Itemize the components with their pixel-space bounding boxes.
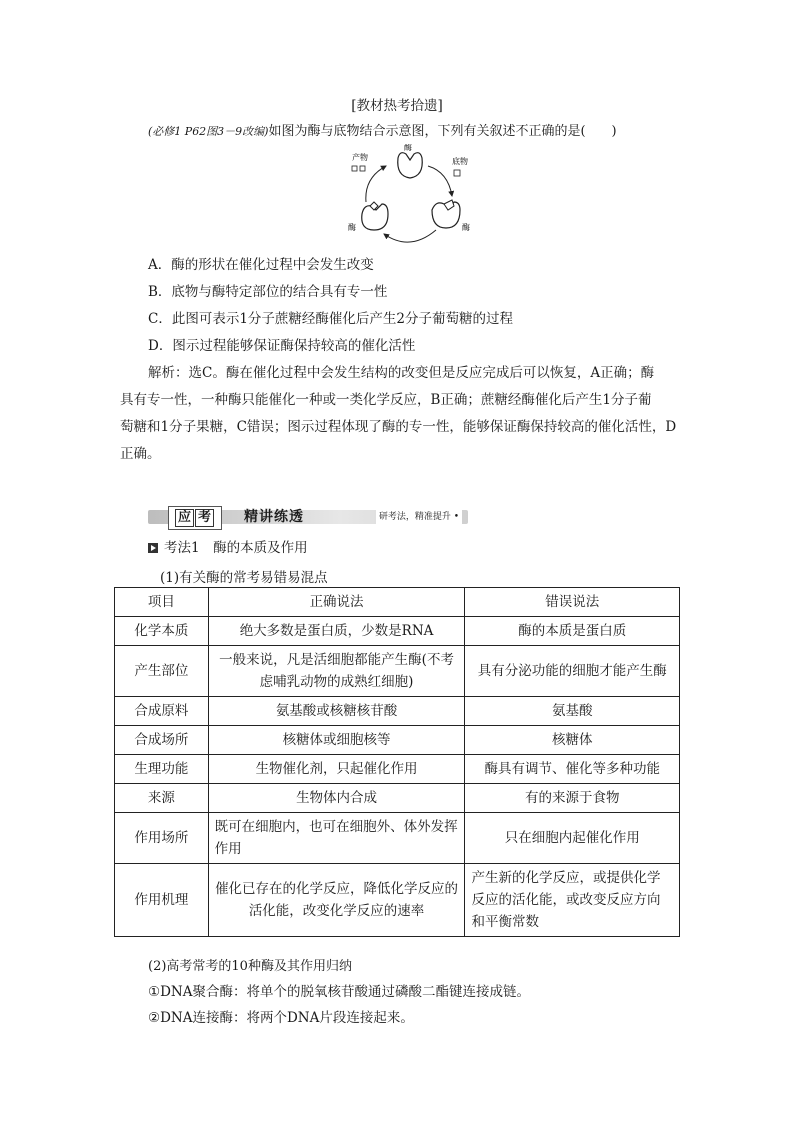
table-cell: 作用机理 [115, 864, 209, 937]
banner-subtitle: 研考法，精准提升 • [376, 509, 462, 525]
section-title-text: 考法1 酶的本质及作用 [164, 540, 308, 556]
table-cell: 有的来源于食物 [465, 784, 680, 813]
list-item: ②DNA连接酶：将两个DNA片段连接起来。 [148, 1010, 414, 1026]
section-heading: [教材热考拾遗] [351, 98, 443, 114]
label-enzyme-right: 酶 [462, 223, 470, 232]
table-cell: 产生部位 [115, 646, 209, 697]
label-product: 产物 [352, 153, 368, 162]
banner-char-2: 考 [195, 509, 214, 527]
table-row [115, 864, 680, 937]
table-cell: 具有分泌功能的细胞才能产生酶 [465, 646, 680, 697]
table-row [115, 697, 680, 726]
question-text: 如图为酶与底物结合示意图，下列有关叙述不正确的是( ) [268, 124, 617, 139]
table-cell: 生理功能 [115, 755, 209, 784]
table-row [115, 784, 680, 813]
table-cell: 化学本质 [115, 617, 209, 646]
table-cell: 来源 [115, 784, 209, 813]
table-cell: 产生新的化学反应，或提供化学反应的活化能，或改变反应方向和平衡常数 [465, 864, 680, 937]
question-stem [148, 120, 708, 139]
product-square-2 [360, 166, 365, 171]
table-header-row [115, 588, 680, 617]
table-row [115, 617, 680, 646]
subsection-2: (2)高考常考的10种酶及其作用归纳 [148, 959, 352, 974]
table-cell: 生物催化剂，只起催化作用 [208, 755, 465, 784]
table-header: 正确说法 [208, 588, 465, 617]
table-cell: 核糖体 [465, 726, 680, 755]
table-row [115, 813, 680, 864]
analysis [120, 360, 678, 468]
list-item: ①DNA聚合酶：将单个的脱氧核苷酸通过磷酸二酯键连接成链。 [148, 984, 530, 1000]
play-icon [148, 543, 158, 553]
cycle-arrow-left [366, 166, 386, 202]
table-cell: 绝大多数是蛋白质，少数是RNA [208, 617, 465, 646]
label-substrate: 底物 [452, 157, 468, 166]
table-cell: 合成场所 [115, 726, 209, 755]
table-cell: 酶具有调节、催化等多种功能 [465, 755, 680, 784]
option-b: B．底物与酶特定部位的结合具有专一性 [148, 284, 388, 300]
subsection-1: (1)有关酶的常考易错易混点 [160, 570, 328, 586]
enzyme-substrate-diagram [340, 144, 480, 254]
substrate-square [454, 170, 460, 176]
table-row [115, 646, 680, 697]
section-title [148, 536, 308, 556]
table-cell: 合成原料 [115, 697, 209, 726]
table-header: 错误说法 [465, 588, 680, 617]
table-cell: 一般来说，凡是活细胞都能产生酶(不考虑哺乳动物的成熟红细胞) [208, 646, 465, 697]
cycle-arrow-bottom [384, 230, 436, 242]
enzyme-table [114, 587, 680, 937]
banner-char-1: 应 [175, 509, 194, 527]
section-banner [148, 506, 468, 528]
table-row [115, 755, 680, 784]
table-cell: 生物体内合成 [208, 784, 465, 813]
product-square-1 [352, 166, 357, 171]
option-a: A．酶的形状在催化过程中会发生改变 [148, 257, 374, 273]
analysis-line: 具有专一性，一种酶只能催化一种或一类化学反应，B正确；蔗糖经酶催化后产生1分子葡 [120, 392, 652, 408]
table-cell: 既可在细胞内，也可在细胞外、体外发挥作用 [208, 813, 465, 864]
table-cell: 氨基酸或核糖核苷酸 [208, 697, 465, 726]
table-cell: 催化已存在的化学反应，降低化学反应的活化能，改变化学反应的速率 [208, 864, 465, 937]
analysis-line: 解析：选C。酶在催化过程中会发生结构的改变但是反应完成后可以恢复，A正确；酶 [148, 365, 655, 381]
banner-tag [168, 506, 222, 530]
table-cell: 只在细胞内起催化作用 [465, 813, 680, 864]
table-cell: 氨基酸 [465, 697, 680, 726]
option-d: D．图示过程能够保证酶保持较高的催化活性 [148, 338, 416, 354]
table-cell: 作用场所 [115, 813, 209, 864]
table-cell: 酶的本质是蛋白质 [465, 617, 680, 646]
table-header: 项目 [115, 588, 209, 617]
table-cell: 核糖体或细胞核等 [208, 726, 465, 755]
analysis-line: 正确。 [120, 446, 161, 462]
label-enzyme-top: 酶 [404, 144, 412, 152]
enzyme-top-shape [398, 153, 423, 178]
option-c: C．此图可表示1分子蔗糖经酶催化后产生2分子葡萄糖的过程 [148, 311, 514, 327]
table-row [115, 726, 680, 755]
cycle-arrow-top-right [428, 166, 452, 196]
analysis-line: 萄糖和1分子果糖，C错误；图示过程体现了酶的专一性，能够保证酶保持较高的催化活性，D [120, 419, 677, 435]
question-source: (必修1 P62图3－9改编) [148, 125, 269, 138]
label-enzyme-left: 酶 [348, 223, 356, 232]
banner-title: 精讲练透 [244, 509, 304, 525]
